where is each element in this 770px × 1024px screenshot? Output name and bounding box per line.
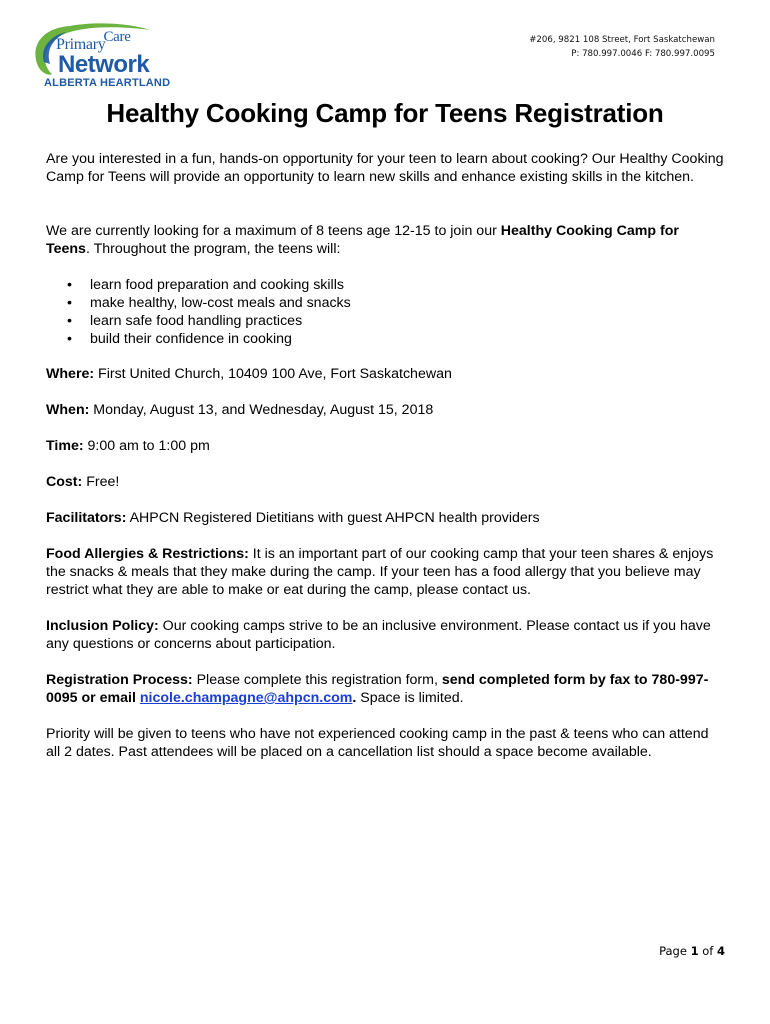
header-address [529, 33, 715, 61]
list-item: • learn safe food handling practices [90, 312, 726, 330]
time-line: Time: 9:00 am to 1:00 pm [46, 438, 210, 454]
allergies-paragraph: Food Allergies & Restrictions: It is an important part of our cooking camp that your teen shares & enjoys the snacks & meals that they make during the camp. If your teen has a food allergy that you believe may restrict what they are able to make or eat during the camp, please contact us. [46, 546, 714, 598]
list-item: • build their confidence in cooking [90, 330, 726, 348]
inclusion-paragraph: Inclusion Policy: Our cooking camps strive to be an inclusive environment. Please contact us if you have any questions or concerns about participation. [46, 618, 711, 652]
registration-paragraph: Registration Process: Please complete this registration form, send completed form by fax to 780-997-0095 or email nicole.champagne@ahpcn.com. Space is limited. [46, 672, 709, 706]
page-number: Page 1 of 4 [659, 944, 725, 958]
facilitators-line: Facilitators: AHPCN Registered Dietitians with guest AHPCN health providers [46, 510, 540, 526]
page-title: Healthy Cooking Camp for Teens Registration [106, 98, 664, 128]
phone-fax-line: P: 780.997.0046 F: 780.997.0095 [571, 49, 715, 59]
document-body [46, 150, 726, 779]
list-item: • make healthy, low-cost meals and snacks [90, 294, 726, 312]
email-link[interactable]: nicole.champagne@ahpcn.com [139, 690, 353, 706]
where-line: Where: First United Church, 10409 100 Ave, Fort Saskatchewan [46, 366, 452, 382]
activity-list [46, 276, 726, 348]
cost-line: Cost: Free! [46, 474, 120, 490]
priority-paragraph: Priority will be given to teens who have not experienced cooking camp in the past & teens who can attend all 2 dates. Past attendees will be placed on a cancellation list should a space become available. [46, 726, 709, 760]
when-line: When: Monday, August 13, and Wednesday, August 15, 2018 [46, 402, 434, 418]
recruit-paragraph: We are currently looking for a maximum of 8 teens age 12-15 to join our Healthy Cooking Camp for Teens. Throughout the program, the teens will: [46, 223, 679, 257]
list-item: • learn food preparation and cooking skills [90, 276, 726, 294]
intro-paragraph: Are you interested in a fun, hands-on opportunity for your teen to learn about cooking? Our Healthy Cooking Camp for Teens will provide an opportunity to learn new skills and enhance existing skills in the kitchen. [46, 151, 724, 185]
primary-care-network-logo: PrimaryCare Network ALBERTA HEARTLAND [30, 18, 180, 93]
address-line: #206, 9821 108 Street, Fort Saskatchewan [529, 35, 715, 45]
